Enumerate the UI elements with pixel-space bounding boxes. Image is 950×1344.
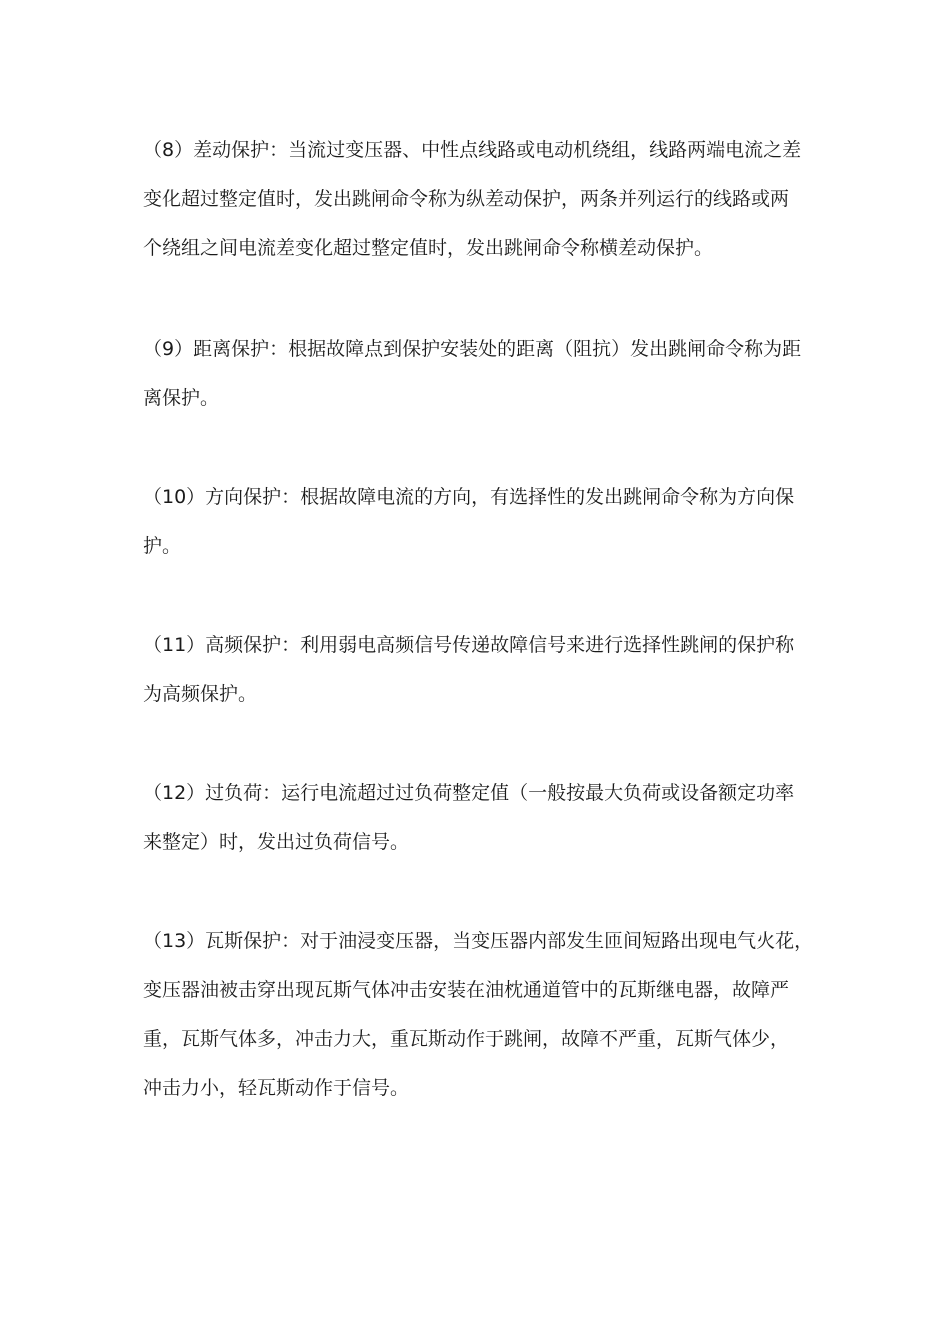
paragraph-directional-protection xyxy=(143,473,813,571)
text-line: 为高频保护。 xyxy=(143,683,258,705)
text-line: 重，瓦斯气体多，冲击力大，重瓦斯动作于跳闸，故障不严重，瓦斯气体少， xyxy=(143,1028,790,1050)
text-line: 变压器油被击穿出现瓦斯气体冲击安装在油枕通道管中的瓦斯继电器，故障严 xyxy=(143,979,790,1001)
text-line: （10）方向保护：根据故障电流的方向，有选择性的发出跳闸命令称为方向保 xyxy=(143,486,795,508)
text-line: （12）过负荷：运行电流超过过负荷整定值（一般按最大负荷或设备额定功率 xyxy=(143,782,795,804)
text-line: 个绕组之间电流差变化超过整定值时，发出跳闸命令称横差动保护。 xyxy=(143,237,714,259)
paragraph-high-frequency-protection xyxy=(143,621,813,719)
paragraph-distance-protection xyxy=(143,325,813,423)
text-line: （11）高频保护：利用弱电高频信号传递故障信号来进行选择性跳闸的保护称 xyxy=(143,634,795,656)
text-line: 变化超过整定值时，发出跳闸命令称为纵差动保护，两条并列运行的线路或两 xyxy=(143,188,790,210)
paragraph-gas-protection xyxy=(143,917,813,1113)
text-line: 离保护。 xyxy=(143,387,220,409)
text-line: （8）差动保护：当流过变压器、中性点线路或电动机绕组，线路两端电流之差 xyxy=(143,139,802,161)
paragraph-overload xyxy=(143,769,813,867)
text-line: （9）距离保护：根据故障点到保护安装处的距离（阻抗）发出跳闸命令称为距 xyxy=(143,338,802,360)
text-line: （13）瓦斯保护：对于油浸变压器，当变压器内部发生匝间短路出现电气火花， xyxy=(143,930,814,952)
paragraph-differential-protection xyxy=(143,126,813,273)
text-line: 来整定）时，发出过负荷信号。 xyxy=(143,831,410,853)
text-line: 冲击力小，轻瓦斯动作于信号。 xyxy=(143,1077,410,1099)
text-line: 护。 xyxy=(143,535,182,557)
